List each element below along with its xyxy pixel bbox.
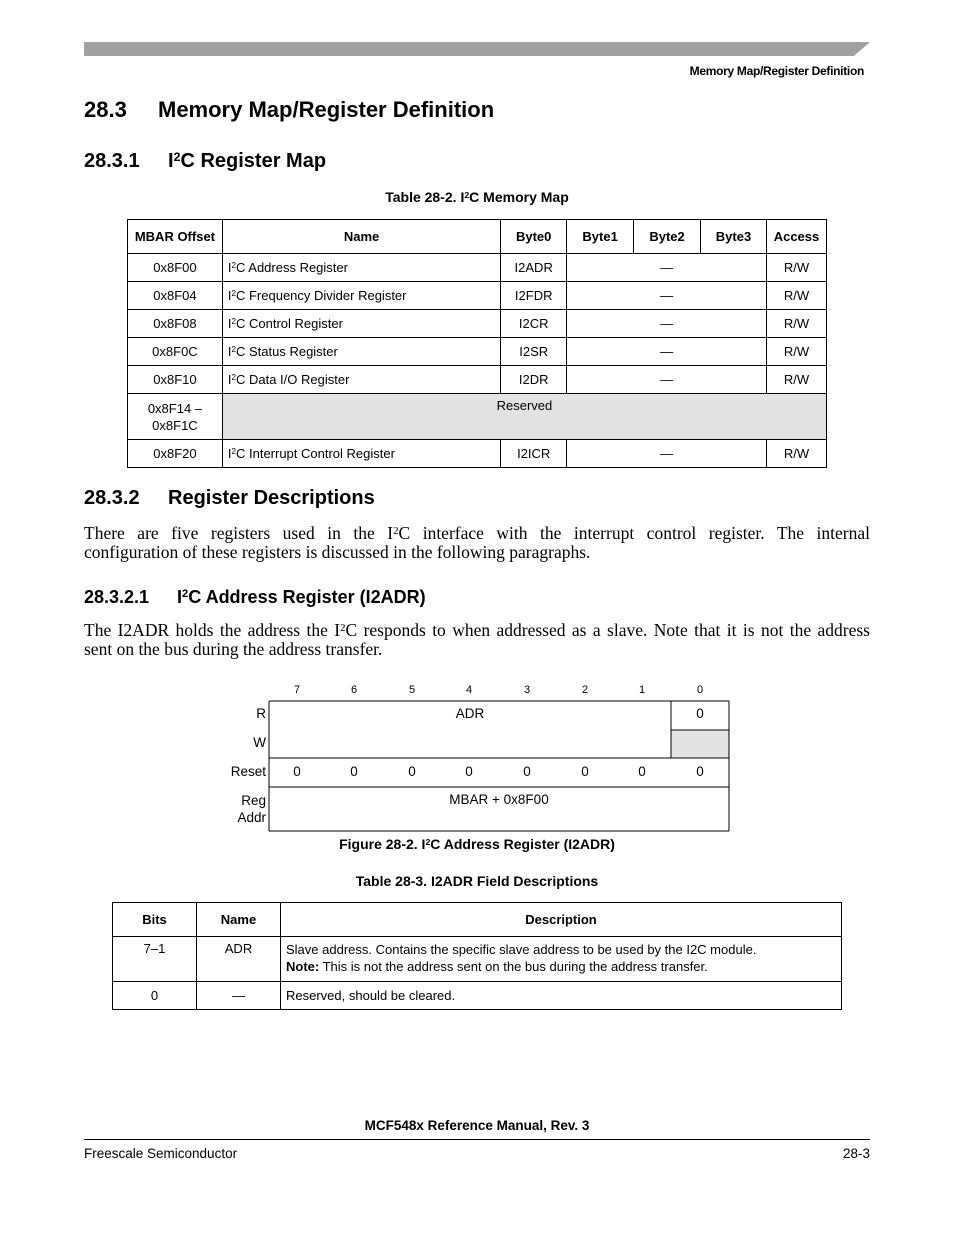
body-paragraph [84,621,870,659]
column-header: Byte1 [567,220,634,254]
row-label-reg-addr [200,792,266,826]
span-cell: — [567,310,767,338]
offset-cell: 0x8F0C [128,338,223,366]
field-adr: ADR [455,706,485,721]
superscript: 2 [173,149,181,164]
name-part: I [227,372,232,387]
paragraph-line [84,524,870,543]
running-header: Memory Map/Register Definition [689,64,864,78]
access-cell: R/W [766,338,826,366]
caption-part: C Memory Map [469,189,569,205]
span-cell: — [567,254,767,282]
paragraph-line: sent on the bus during the address transfer. [84,639,383,659]
offset-line: 0x8F14 – [147,400,203,416]
column-header: MBAR Offset [128,220,223,254]
column-header: Bits [113,903,197,937]
byte0-cell: I2ADR [501,254,567,282]
offset-cell: 0x8F04 [128,282,223,310]
name-part: I [227,288,232,303]
bits-cell: 0 [113,982,197,1010]
footer-manual-title: MCF548x Reference Manual, Rev. 3 [364,1118,590,1133]
offset-line: 0x8F1C [152,417,198,433]
label-line: Reg [241,793,266,808]
bit-number: 0 [696,684,704,696]
name-cell: ADR [197,937,281,982]
header-bar [84,42,870,56]
page-number: 28-3 [842,1146,870,1161]
note-label: Note: [286,959,320,974]
row-label-read: R [256,706,266,721]
name-cell [222,440,500,468]
reset-value: 0 [638,764,646,779]
field-bit0: 0 [696,706,704,721]
register-diagram [200,680,740,840]
title-part: C Register Map [180,150,327,172]
reserved-cell: Reserved [222,394,826,440]
figure-caption [0,836,954,852]
superscript: 2 [231,288,236,298]
footer-company: Freescale Semiconductor [84,1146,238,1161]
section-heading-28-3 [84,97,494,123]
column-header: Byte3 [701,220,767,254]
caption-part: Figure 28-2. I [339,836,426,852]
offset-cell: 0x8F20 [128,440,223,468]
table-header-row [113,903,842,937]
section-title: Memory Map/Register Definition [158,97,495,122]
section-number: 28.3 [84,97,127,122]
table-row [113,937,842,982]
span-cell: — [567,282,767,310]
name-cell [222,282,500,310]
name-part: C Address Register [235,260,348,275]
table-row [128,366,827,394]
byte0-cell: I2SR [501,338,567,366]
title-part: C Address Register (I2ADR) [188,587,426,607]
access-cell: R/W [766,440,826,468]
bit-number: 5 [408,684,416,696]
access-cell: R/W [766,254,826,282]
bit-number: 1 [638,684,646,696]
text-part: There are five registers used in the I [84,523,394,543]
column-header: Byte0 [501,220,567,254]
name-part: I [227,446,232,461]
table-caption: Table 28-3. I2ADR Field Descriptions [355,873,599,889]
paragraph-line: configuration of these registers is discussed in the following paragraphs. [84,542,591,562]
section-title: Register Descriptions [168,487,375,509]
byte0-cell: I2ICR [501,440,567,468]
name-part: C Status Register [235,344,338,359]
superscript: 2 [231,260,236,270]
text-part: The I2ADR holds the address the I [84,620,341,640]
title-part: I [168,150,174,172]
table-row [128,254,827,282]
description-cell [281,937,842,982]
bits-cell: 7–1 [113,937,197,982]
bit-number: 3 [523,684,531,696]
reset-value: 0 [581,764,589,779]
offset-cell: 0x8F08 [128,310,223,338]
table-header-row [128,220,827,254]
byte0-cell: I2CR [501,310,567,338]
access-cell: R/W [766,282,826,310]
span-cell: — [567,440,767,468]
reset-value: 0 [408,764,416,779]
section-number: 28.3.2 [84,487,140,509]
superscript: 2 [231,372,236,382]
name-cell [222,338,500,366]
offset-cell: 0x8F10 [128,366,223,394]
reset-value: 0 [523,764,531,779]
byte0-cell: I2DR [501,366,567,394]
name-cell [222,254,500,282]
name-part: C Frequency Divider Register [235,288,407,303]
superscript: 2 [231,446,236,456]
superscript: 2 [425,836,431,847]
reset-value: 0 [465,764,473,779]
register-address: MBAR + 0x8F00 [449,792,549,807]
bit-number: 2 [581,684,589,696]
bit-number: 7 [293,684,301,696]
label-line: Addr [237,810,266,825]
column-header: Access [766,220,826,254]
superscript: 2 [231,344,236,354]
name-cell: — [197,982,281,1010]
footer-divider [84,1139,870,1140]
text-part: C interface with the interrupt control register. The internal [398,523,870,543]
reset-value: 0 [293,764,301,779]
body-paragraph [84,524,870,562]
text-part: C responds to when addressed as a slave. Note that it is not the address [345,620,870,640]
memory-map-table [127,219,827,468]
row-label-write: W [253,735,266,750]
superscript: 2 [231,316,236,326]
column-header: Name [222,220,500,254]
section-heading-28-3-1 [84,150,326,173]
access-cell: R/W [766,366,826,394]
name-cell [222,310,500,338]
table-row [113,982,842,1010]
name-part: C Control Register [235,316,343,331]
row-label-reset: Reset [230,764,266,779]
reset-value: 0 [350,764,358,779]
reset-value: 0 [696,764,704,779]
column-header: Byte2 [634,220,701,254]
table-row-reserved [128,394,827,440]
offset-cell: 0x8F00 [128,254,223,282]
table-caption [0,189,954,205]
table-row [128,338,827,366]
field-descriptions-table [112,902,842,1010]
column-header: Description [281,903,842,937]
table-row [128,440,827,468]
section-number: 28.3.1 [84,150,140,172]
byte0-cell: I2FDR [501,282,567,310]
access-cell: R/W [766,310,826,338]
superscript: 2 [182,588,189,601]
span-cell: — [567,338,767,366]
paragraph-line [84,621,870,640]
name-part: C Data I/O Register [235,372,350,387]
description-cell: Reserved, should be cleared. [281,982,842,1010]
register-grid [200,680,740,840]
superscript: 2 [340,621,346,634]
name-part: I [227,260,232,275]
table-row [128,282,827,310]
section-heading-28-3-2 [84,487,375,510]
note-text: This is not the address sent on the bus during the address transfer. [319,959,708,974]
superscript: 2 [393,524,399,537]
bit-number: 4 [465,684,473,696]
caption-part: Table 28-2. I [385,189,465,205]
span-cell: — [567,366,767,394]
name-cell [222,366,500,394]
name-part: C Interrupt Control Register [235,446,395,461]
bit-number: 6 [350,684,358,696]
section-heading-28-3-2-1 [84,587,426,608]
name-part: I [227,316,232,331]
offset-cell [128,394,223,440]
name-part: I [227,344,232,359]
column-header: Name [197,903,281,937]
superscript: 2 [464,189,470,200]
description-text: Slave address. Contains the specific slave address to be used by the I2C module. [286,942,757,957]
caption-part: C Address Register (I2ADR) [430,836,615,852]
section-number: 28.3.2.1 [84,587,150,607]
title-part: I [177,587,183,607]
table-row [128,310,827,338]
